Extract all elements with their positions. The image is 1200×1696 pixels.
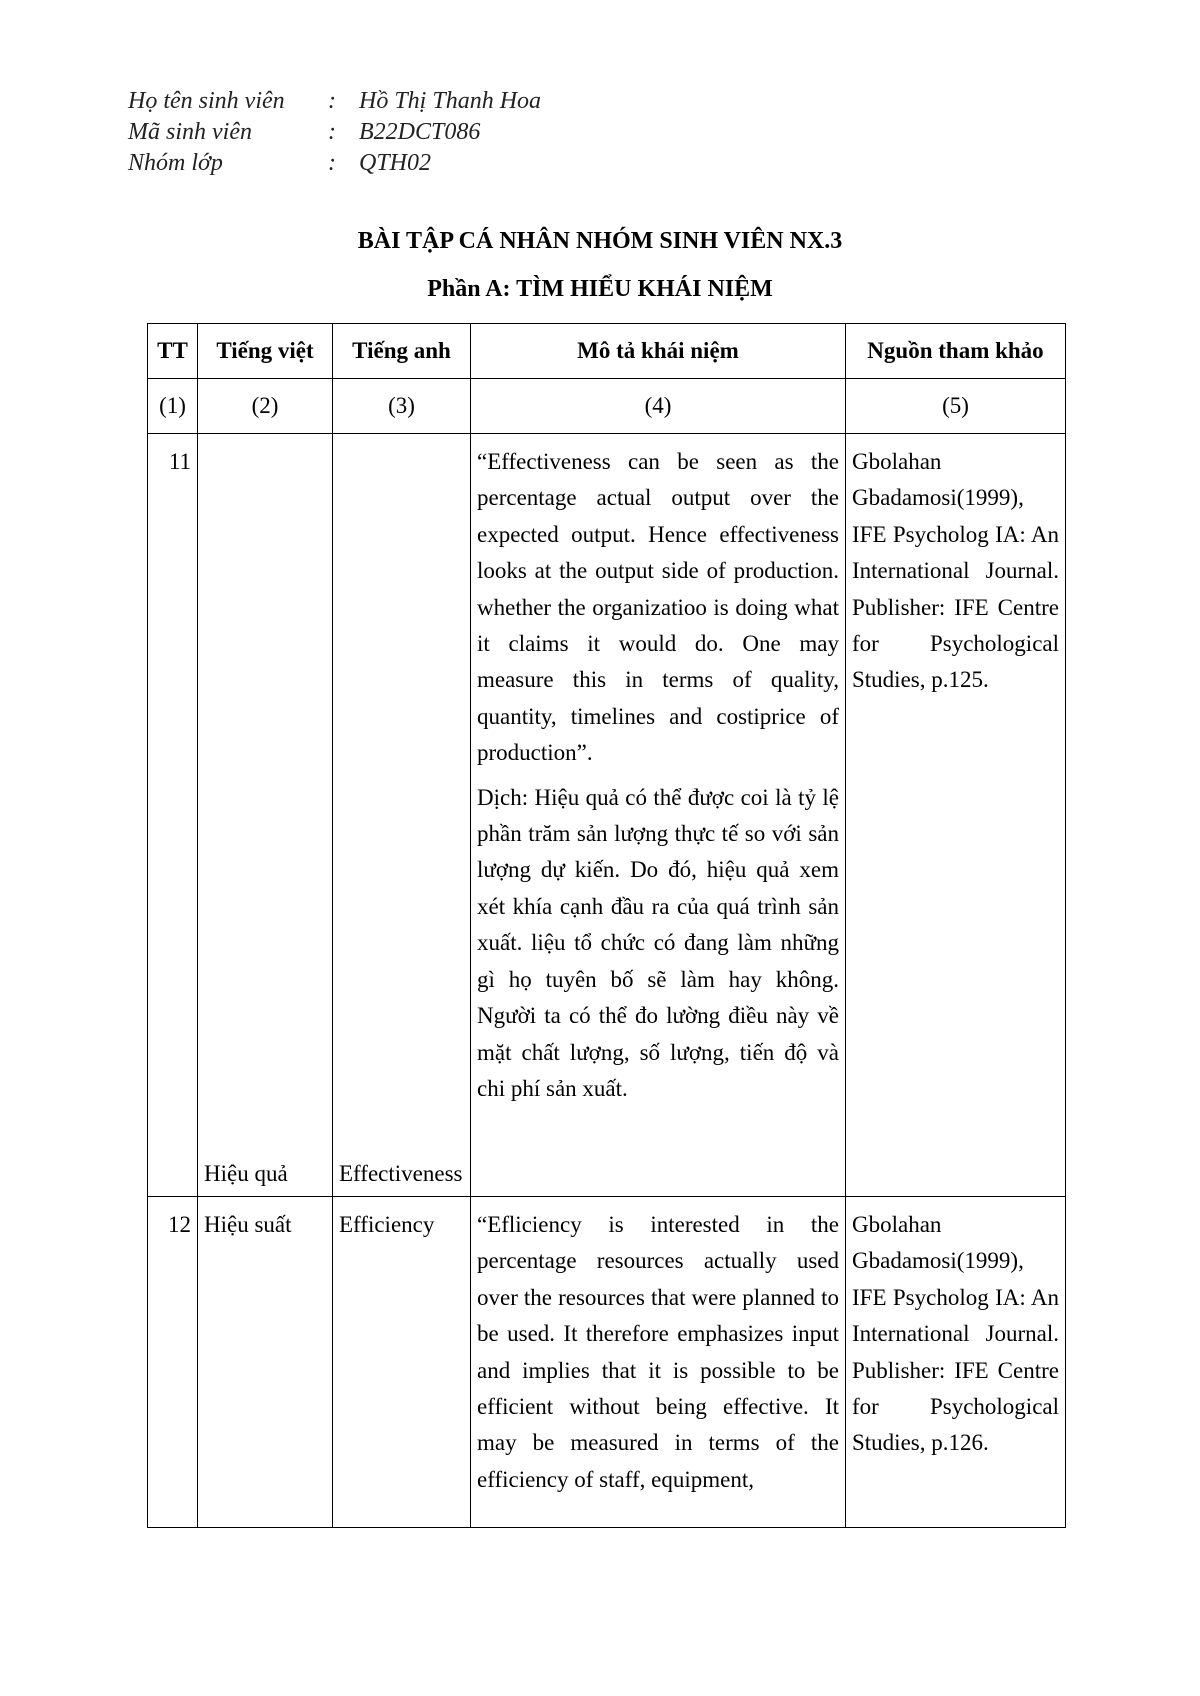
header-description: Mô tả khái niệm — [471, 324, 846, 379]
student-name-row — [128, 86, 541, 117]
document-title: BÀI TẬP CÁ NHÂN NHÓM SINH VIÊN NX.3 — [357, 228, 843, 254]
student-info — [128, 86, 541, 179]
student-name-value: Hồ Thị Thanh Hoa — [359, 88, 542, 114]
term-english: Efficiency — [333, 1197, 471, 1528]
term-vietnamese: Hiệu suất — [198, 1197, 333, 1528]
student-id-value: B22DCT086 — [359, 119, 481, 145]
header-source: Nguồn tham khảo — [846, 324, 1066, 379]
header-tt: TT — [148, 324, 198, 379]
concept-table — [147, 323, 1066, 1528]
student-class-label: Nhóm lớp — [128, 150, 223, 176]
separator: : — [328, 119, 336, 145]
description-english: “Effectiveness can be seen as the percentage actual output over the expected output. Hence effectiveness looks at the output side of production. whether the organizatioo is doing what it claims it would do. One may measure this in terms of quality, quantity, timelines and costiprice of production”. — [477, 449, 839, 766]
reference-source: Gbolahan Gbadamosi(1999), IFE Psycholog IA: An International Journal. Publisher: IFE Centre for Psychological Studies, p.126. — [846, 1197, 1066, 1528]
separator: : — [328, 150, 336, 176]
table-numbering-row — [148, 379, 1066, 434]
student-id-row — [128, 117, 541, 148]
reference-source: Gbolahan Gbadamosi(1999), IFE Psycholog IA: An International Journal. Publisher: IFE Centre for Psychological Studies, p.125. — [846, 434, 1066, 1197]
separator: : — [328, 88, 336, 114]
numbering-cell: (2) — [198, 379, 333, 434]
student-class-value: QTH02 — [359, 150, 432, 176]
header-english: Tiếng anh — [333, 324, 471, 379]
student-name-label: Họ tên sinh viên — [128, 88, 285, 114]
header-vietnamese: Tiếng việt — [198, 324, 333, 379]
numbering-cell: (3) — [333, 379, 471, 434]
table-header-row — [148, 324, 1066, 379]
student-id-label: Mã sinh viên — [128, 119, 252, 145]
numbering-cell: (5) — [846, 379, 1066, 434]
section-title: Phần A: TÌM HIỂU KHÁI NIỆM — [427, 276, 773, 302]
row-number: 11 — [148, 434, 198, 1197]
table-row — [148, 1197, 1066, 1528]
row-number: 12 — [148, 1197, 198, 1528]
numbering-cell: (1) — [148, 379, 198, 434]
description-vietnamese: Dịch: Hiệu quả có thể được coi là tỷ lệ phần trăm sản lượng thực tế so với sản lượng dự kiến. Do đó, hiệu quả xem xét khía cạnh đầu ra của quá trình sản xuất. liệu tổ chức có đang làm những gì họ tuyên bố sẽ làm hay không. Người ta có thể đo lường điều này về mặt chất lượng, số lượng, tiến độ và chi phí sản xuất. — [477, 784, 839, 1101]
table-row — [148, 434, 1066, 1197]
term-vietnamese: Hiệu quả — [198, 434, 333, 1197]
numbering-cell: (4) — [471, 379, 846, 434]
description-english: “Efliciency is interested in the percentage resources actually used over the resources that were planned to be used. It therefore emphasizes input and implies that it is possible to be efficient without being effective. It may be measured in terms of the efficiency of staff, equipment, — [477, 1212, 839, 1492]
concept-description — [471, 434, 846, 1197]
term-english: Effectiveness — [333, 434, 471, 1197]
student-class-row — [128, 148, 541, 179]
concept-description — [471, 1197, 846, 1528]
